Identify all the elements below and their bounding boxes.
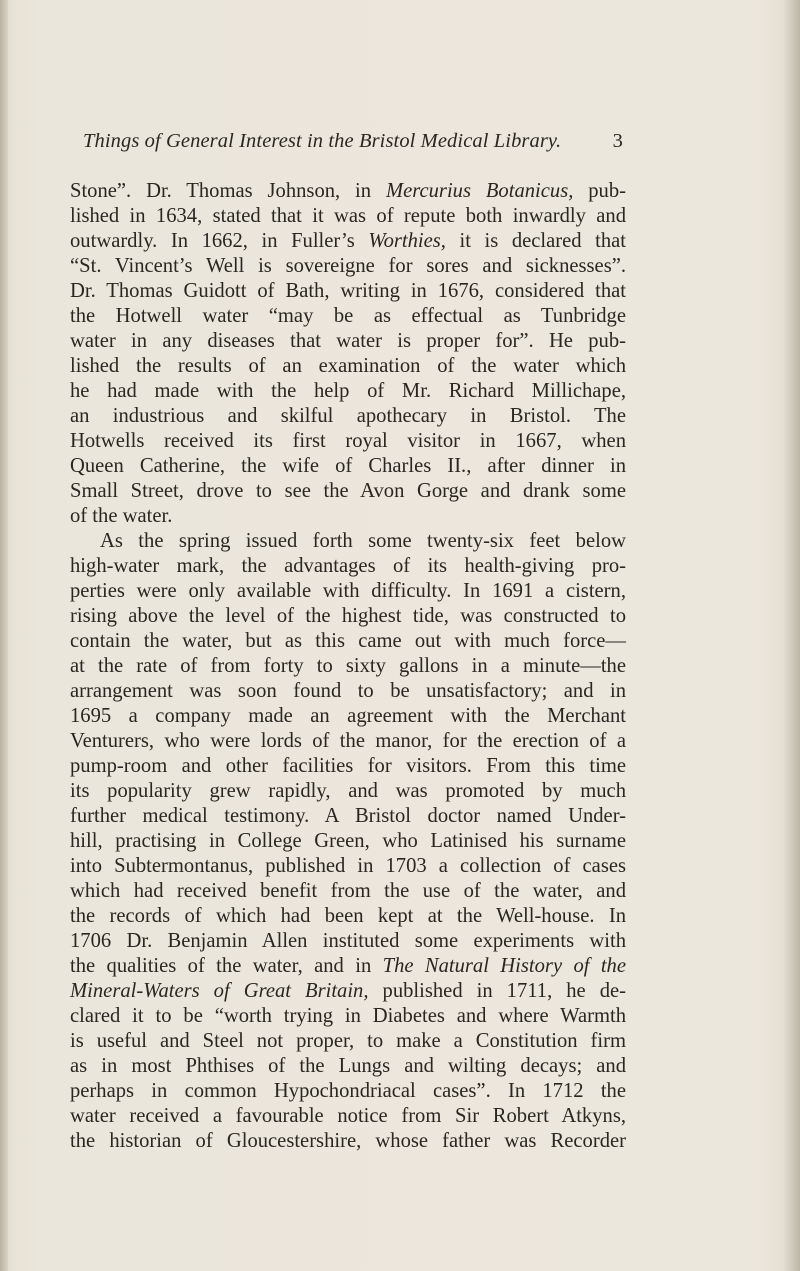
text-line	[70, 954, 626, 979]
text-line	[70, 529, 626, 554]
text-line	[70, 604, 626, 629]
text-line	[70, 1129, 626, 1154]
text-line	[70, 579, 626, 604]
text-segment: at the rate of from forty to sixty gallons in a minute—the	[70, 655, 626, 677]
italic-title-text: Worthies,	[368, 230, 446, 252]
text-line	[70, 279, 626, 304]
text-segment: as in most Phthises of the Lungs and wilting decays; and	[70, 1055, 626, 1077]
text-line	[70, 354, 626, 379]
text-segment: further medical testimony. A Bristol doctor named Under-	[70, 805, 626, 827]
text-segment: Dr. Thomas Guidott of Bath, writing in 1676, considered that	[70, 280, 626, 302]
text-segment: published in 1711, he de-	[368, 980, 626, 1002]
text-line	[70, 554, 626, 579]
text-line	[70, 854, 626, 879]
text-segment: an industrious and skilful apothecary in Bristol. The	[70, 405, 626, 427]
text-line	[70, 679, 626, 704]
text-segment: arrangement was soon found to be unsatisfactory; and in	[70, 680, 626, 702]
text-line	[70, 304, 626, 329]
text-segment: its popularity grew rapidly, and was promoted by much	[70, 780, 626, 802]
page-edge-shadow	[782, 0, 800, 1271]
text-line	[70, 754, 626, 779]
text-line	[70, 829, 626, 854]
text-line	[70, 1079, 626, 1104]
text-segment: is useful and Steel not proper, to make a Constitution firm	[70, 1030, 626, 1052]
text-segment: As the spring issued forth some twenty-six feet below	[100, 530, 626, 552]
text-segment: 1695 a company made an agreement with the Merchant	[70, 705, 626, 727]
text-segment: water received a favourable notice from Sir Robert Atkyns,	[70, 1105, 626, 1127]
text-line	[70, 1029, 626, 1054]
text-line	[70, 629, 626, 654]
text-segment: it is declared that	[445, 230, 626, 252]
text-line	[70, 929, 626, 954]
text-line	[70, 1104, 626, 1129]
text-segment: the Hotwell water “may be as effectual as Tunbridge	[70, 305, 626, 327]
text-segment: the historian of Gloucestershire, whose father was Recorder	[70, 1130, 626, 1152]
text-line	[70, 729, 626, 754]
text-line	[70, 254, 626, 279]
text-line	[70, 804, 626, 829]
running-header	[83, 130, 623, 158]
text-line	[70, 704, 626, 729]
text-line	[70, 429, 626, 454]
text-line	[70, 904, 626, 929]
text-line	[70, 779, 626, 804]
text-segment: rising above the level of the highest tide, was constructed to	[70, 605, 626, 627]
text-line	[70, 229, 626, 254]
text-segment: pub-	[573, 180, 626, 202]
body-text	[70, 179, 626, 1154]
text-segment: clared it to be “worth trying in Diabetes and where Warmth	[70, 1005, 626, 1027]
text-segment: the records of which had been kept at the Well-house. In	[70, 905, 626, 927]
text-segment: Venturers, who were lords of the manor, for the erection of a	[70, 730, 626, 752]
text-line	[70, 1004, 626, 1029]
italic-title-text: Mercurius Botanicus,	[385, 180, 574, 202]
text-segment: lished the results of an examination of the water which	[70, 355, 626, 377]
text-segment: perhaps in common Hypochondriacal cases”. In 1712 the	[70, 1080, 626, 1102]
text-segment: lished in 1634, stated that it was of repute both inwardly and	[70, 205, 626, 227]
running-header-title: Things of General Interest in the Bristol Medical Library.	[83, 130, 562, 152]
italic-title-text: The Natural History of the	[382, 955, 626, 977]
text-segment: Queen Catherine, the wife of Charles II., after dinner in	[70, 455, 626, 477]
text-segment: into Subtermontanus, published in 1703 a collection of cases	[70, 855, 626, 877]
text-segment: the qualities of the water, and in	[70, 955, 383, 977]
text-line	[70, 179, 626, 204]
text-line	[70, 504, 626, 529]
text-segment: Small Street, drove to see the Avon Gorge and drank some	[70, 480, 626, 502]
text-line	[70, 979, 626, 1004]
text-segment: he had made with the help of Mr. Richard Millichape,	[70, 380, 626, 402]
text-line	[70, 479, 626, 504]
text-segment: of the water.	[70, 505, 173, 527]
page-number: 3	[612, 130, 623, 152]
text-segment: “St. Vincent’s Well is sovereigne for sores and sicknesses”.	[70, 255, 626, 277]
text-segment: outwardly. In 1662, in Fuller’s	[70, 230, 369, 252]
text-segment: Stone”. Dr. Thomas Johnson, in	[70, 180, 386, 202]
text-segment: Hotwells received its first royal visitor in 1667, when	[70, 430, 626, 452]
text-line	[70, 404, 626, 429]
text-segment: pump-room and other facilities for visitors. From this time	[70, 755, 626, 777]
text-segment: which had received benefit from the use of the water, and	[70, 880, 626, 902]
text-segment: water in any diseases that water is proper for”. He pub-	[70, 330, 626, 352]
text-line	[70, 879, 626, 904]
text-segment: high-water mark, the advantages of its health-giving pro-	[70, 555, 626, 577]
text-segment: hill, practising in College Green, who Latinised his surname	[70, 830, 626, 852]
text-segment: perties were only available with difficulty. In 1691 a cistern,	[70, 580, 626, 602]
text-line	[70, 454, 626, 479]
text-line	[70, 654, 626, 679]
italic-title-text: Mineral-Waters of Great Britain,	[70, 980, 369, 1002]
page-gutter-shadow	[0, 0, 8, 1271]
text-segment: 1706 Dr. Benjamin Allen instituted some experiments with	[70, 930, 626, 952]
text-line	[70, 1054, 626, 1079]
text-line	[70, 329, 626, 354]
text-line	[70, 204, 626, 229]
text-segment: contain the water, but as this came out with much force—	[70, 630, 626, 652]
text-line	[70, 379, 626, 404]
